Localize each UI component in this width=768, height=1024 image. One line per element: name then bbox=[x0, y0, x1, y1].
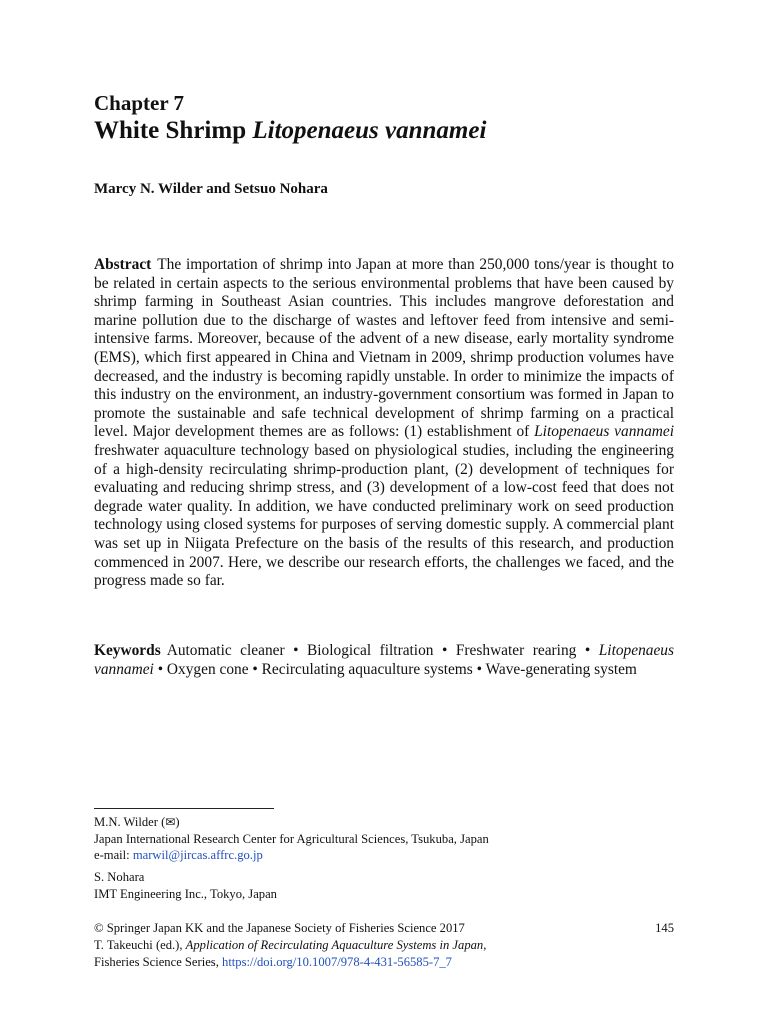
keywords-part-2: • Oxygen cone • Recirculating aquaculture systems • Wave-generating system bbox=[153, 660, 637, 678]
chapter-number: Chapter 7 bbox=[94, 91, 185, 115]
affiliation-name-line bbox=[94, 814, 674, 831]
affiliation-wilder bbox=[94, 814, 674, 864]
abstract bbox=[94, 256, 674, 591]
keywords-part-1: Automatic cleaner • Biological filtration • Freshwater rearing • bbox=[166, 642, 591, 659]
chapter-title bbox=[94, 116, 486, 146]
chapter-title-species: Litopenaeus vannamei bbox=[252, 117, 487, 144]
affiliation-name: S. Nohara bbox=[94, 870, 145, 884]
chapter-title-text: White Shrimp bbox=[94, 117, 253, 144]
book-title-separator: , bbox=[483, 938, 487, 952]
series-name: Fisheries Science Series, bbox=[94, 955, 223, 969]
affiliation-name-close: ) bbox=[175, 815, 180, 829]
affiliation-nohara bbox=[94, 869, 674, 902]
affiliation-name: M.N. Wilder ( bbox=[94, 815, 166, 829]
book-editor: T. Takeuchi (ed.), bbox=[94, 938, 186, 952]
keywords bbox=[94, 642, 674, 679]
page-number: 145 bbox=[655, 921, 674, 935]
abstract-text-1: The importation of shrimp into Japan at more than 250,000 tons/year is thought to be related in certain aspects to the serious environmental problems that have been caused by shrimp farming in Southeast Asian countries. This includes mangrove deforestation and marine pollution due to the discharge of wastes and leftover feed from intensive and semi-intensive farms. Moreover, because of the advent of a new disease, early mortality syndrome (EMS), which first appeared in China and Vietnam in 2009, shrimp production volumes have decreased, and the industry is becoming rapidly unstable. In order to minimize the impacts of this industry on the environment, an industry-government consortium was formed in Japan to promote the sustainable and safe technical development of shrimp farming on a practical level. Major development themes are as follows: (1) establishment of bbox=[94, 256, 674, 441]
envelope-icon: ✉ bbox=[165, 815, 176, 829]
footnote-divider bbox=[94, 808, 274, 809]
book-citation bbox=[94, 937, 674, 954]
abstract-species: Litopenaeus vannamei bbox=[534, 423, 675, 441]
copyright-notice: © Springer Japan KK and the Japanese Society of Fisheries Science 2017 bbox=[94, 921, 465, 935]
abstract-heading: Abstract bbox=[94, 256, 152, 273]
doi-link[interactable]: https://doi.org/10.1007/978-4-431-56585-7_7 bbox=[222, 955, 452, 969]
footer-copyright-row bbox=[94, 920, 674, 937]
abstract-text-2: freshwater aquaculture technology based on physiological studies, including the engineering of a high-density recirculating shrimp-production plant, (2) development of techniques for evaluating and reducing shrimp stress, and (3) development of a low-cost feed that does not degrade water quality. In addition, we have conducted preliminary work on seed production technology using closed systems for purposes of serving domestic supply. A commercial plant was set up in Niigata Prefecture on the basis of the results of this research, and production commenced in 2007. Here, we describe our research efforts, the challenges we faced, and the progress made so far. bbox=[94, 441, 674, 590]
email-label: e-mail: bbox=[94, 848, 133, 862]
page-footer bbox=[94, 920, 674, 971]
chapter-authors: Marcy N. Wilder and Setsuo Nohara bbox=[94, 181, 328, 197]
affiliation-org: Japan International Research Center for Agricultural Sciences, Tsukuba, Japan bbox=[94, 831, 489, 846]
series-line bbox=[94, 954, 674, 971]
affiliation-org: IMT Engineering Inc., Tokyo, Japan bbox=[94, 886, 277, 901]
email-link[interactable]: marwil@jircas.affrc.go.jp bbox=[132, 848, 263, 862]
affiliation-email-line bbox=[94, 847, 674, 864]
keywords-heading: Keywords bbox=[94, 642, 161, 659]
keywords-species: Litopenaeus vannamei bbox=[94, 642, 674, 678]
book-title: Application of Recirculating Aquaculture Systems in Japan bbox=[185, 938, 484, 952]
